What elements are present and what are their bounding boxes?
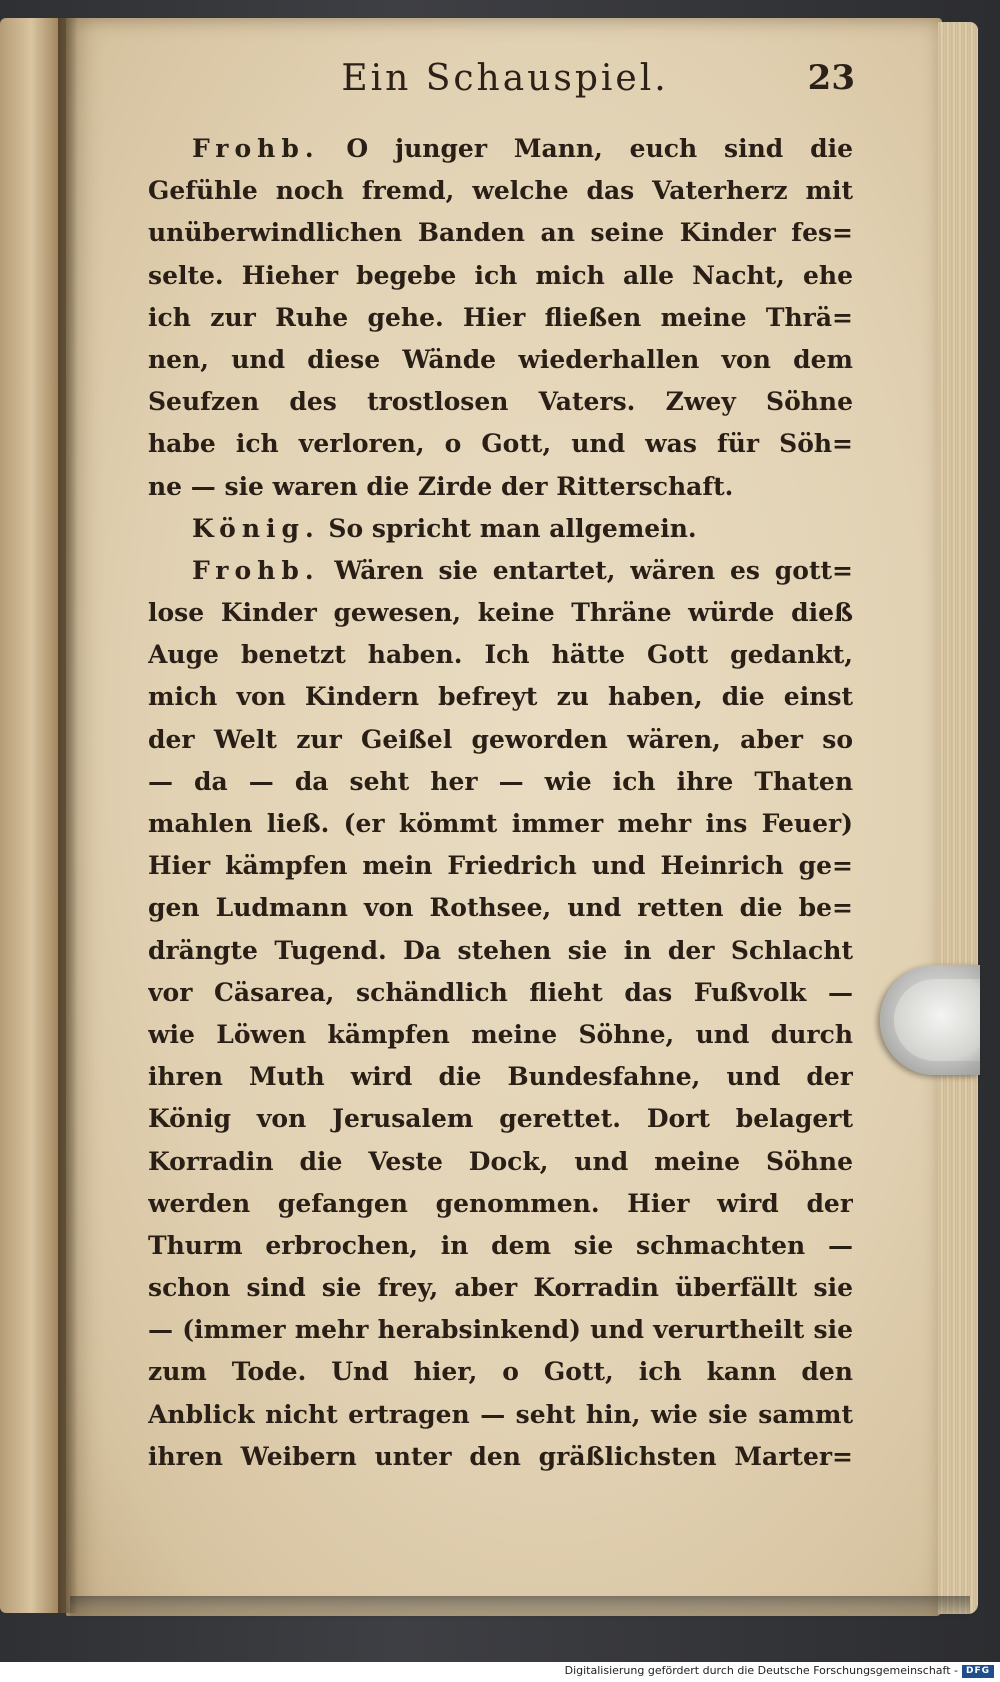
line-text: der Welt zur Geißel geworden wären, aber so: [148, 724, 853, 754]
page-clip: [880, 965, 980, 1075]
page-number: 23: [807, 58, 855, 98]
line-text: Seufzen des trostlosen Vaters. Zwey Söhne: [148, 387, 853, 417]
text-line: [148, 1225, 853, 1267]
line-text: selte. Hieher begebe ich mich alle Nacht, ehe: [148, 260, 853, 290]
speaker-name: König.: [192, 513, 320, 543]
speaker-name: Frohb.: [192, 134, 320, 163]
text-line: [148, 1351, 853, 1393]
text-line: [148, 1014, 853, 1056]
line-text: So spricht man allgemein.: [319, 513, 697, 543]
spine-shadow: [58, 18, 78, 1613]
line-text: habe ich verloren, o Gott, und was für Söh=: [148, 429, 853, 459]
text-line: [148, 592, 853, 634]
text-line: [148, 634, 853, 676]
speaker-name: Frohb.: [192, 555, 320, 585]
line-text: zum Tode. Und hier, o Gott, ich kann den: [148, 1357, 853, 1387]
line-text: Hier kämpfen mein Friedrich und Heinrich ge=: [148, 851, 853, 881]
text-line: [148, 550, 853, 592]
text-line: [148, 1436, 853, 1478]
text-line: [148, 381, 853, 423]
line-text: — (immer mehr herabsinkend) und verurtheilt sie: [148, 1315, 853, 1345]
text-line: [148, 1141, 853, 1183]
line-text: wie Löwen kämpfen meine Söhne, und durch: [148, 1019, 853, 1049]
text-line: [148, 466, 853, 508]
line-text: mich von Kindern befreyt zu haben, die einst: [148, 682, 853, 712]
running-head: [155, 58, 855, 108]
footer-note: Digitalisierung gefördert durch die Deutsche Forschungsgemeinschaft -: [564, 1664, 958, 1677]
text-line: [148, 255, 853, 297]
line-text: Gefühle noch fremd, welche das Vaterherz mit: [148, 176, 853, 206]
line-text: Wären sie entartet, wären es gott=: [319, 555, 853, 585]
clip-inner: [894, 979, 980, 1061]
line-text: schon sind sie frey, aber Korradin überfällt sie: [148, 1273, 853, 1303]
line-text: ne — sie waren die Zirde der Ritterschaft.: [148, 471, 734, 501]
line-text: — da — da seht her — wie ich ihre Thaten: [148, 766, 853, 796]
fore-edge: [938, 22, 978, 1614]
line-text: Korradin die Veste Dock, und meine Söhne: [148, 1146, 853, 1176]
text-line: [148, 339, 853, 381]
line-text: werden gefangen genommen. Hier wird der: [148, 1188, 853, 1218]
text-line: [148, 1183, 853, 1225]
line-text: ihren Weibern unter den gräßlichsten Marter=: [148, 1441, 853, 1471]
line-text: O junger Mann, euch sind die: [319, 134, 853, 163]
line-text: Auge benetzt haben. Ich hätte Gott gedankt,: [148, 640, 853, 670]
line-text: unüberwindlichen Banden an seine Kinder fes=: [148, 218, 853, 248]
line-text: gen Ludmann von Rothsee, und retten die be=: [148, 893, 853, 923]
text-line: [148, 972, 853, 1014]
line-text: Thurm erbrochen, in dem sie schmachten —: [148, 1230, 853, 1260]
line-text: ihren Muth wird die Bundesfahne, und der: [148, 1062, 853, 1092]
dfg-logo: DFG: [962, 1665, 994, 1678]
line-text: mahlen ließ. (er kömmt immer mehr ins Feuer): [148, 809, 853, 838]
running-title: Ein Schauspiel.: [341, 58, 669, 99]
line-text: Anblick nicht ertragen — seht hin, wie sie sammt: [148, 1399, 853, 1429]
text-line: [148, 212, 853, 254]
text-line: [148, 1309, 853, 1351]
text-line: [148, 297, 853, 339]
text-line: [148, 508, 853, 550]
page-bottom-shadow: [70, 1596, 970, 1622]
text-line: [148, 803, 853, 845]
text-line: [148, 1098, 853, 1140]
line-text: nen, und diese Wände wiederhallen von dem: [148, 344, 853, 374]
text-line: [148, 930, 853, 972]
text-line: [148, 1267, 853, 1309]
line-text: König von Jerusalem gerettet. Dort belagert: [148, 1104, 853, 1134]
text-line: [148, 1394, 853, 1436]
text-line: [148, 128, 853, 170]
text-line: [148, 170, 853, 212]
line-text: vor Cäsarea, schändlich flieht das Fußvolk —: [148, 977, 853, 1007]
body-text: [148, 128, 853, 1478]
line-text: drängte Tugend. Da stehen sie in der Schlacht: [148, 935, 853, 965]
text-line: [148, 761, 853, 803]
text-line: [148, 1056, 853, 1098]
line-text: ich zur Ruhe gehe. Hier fließen meine Thrä=: [148, 302, 853, 332]
text-line: [148, 845, 853, 887]
text-line: [148, 676, 853, 718]
text-line: [148, 887, 853, 929]
text-line: [148, 423, 853, 465]
line-text: lose Kinder gewesen, keine Thräne würde dieß: [148, 598, 853, 628]
text-line: [148, 719, 853, 761]
